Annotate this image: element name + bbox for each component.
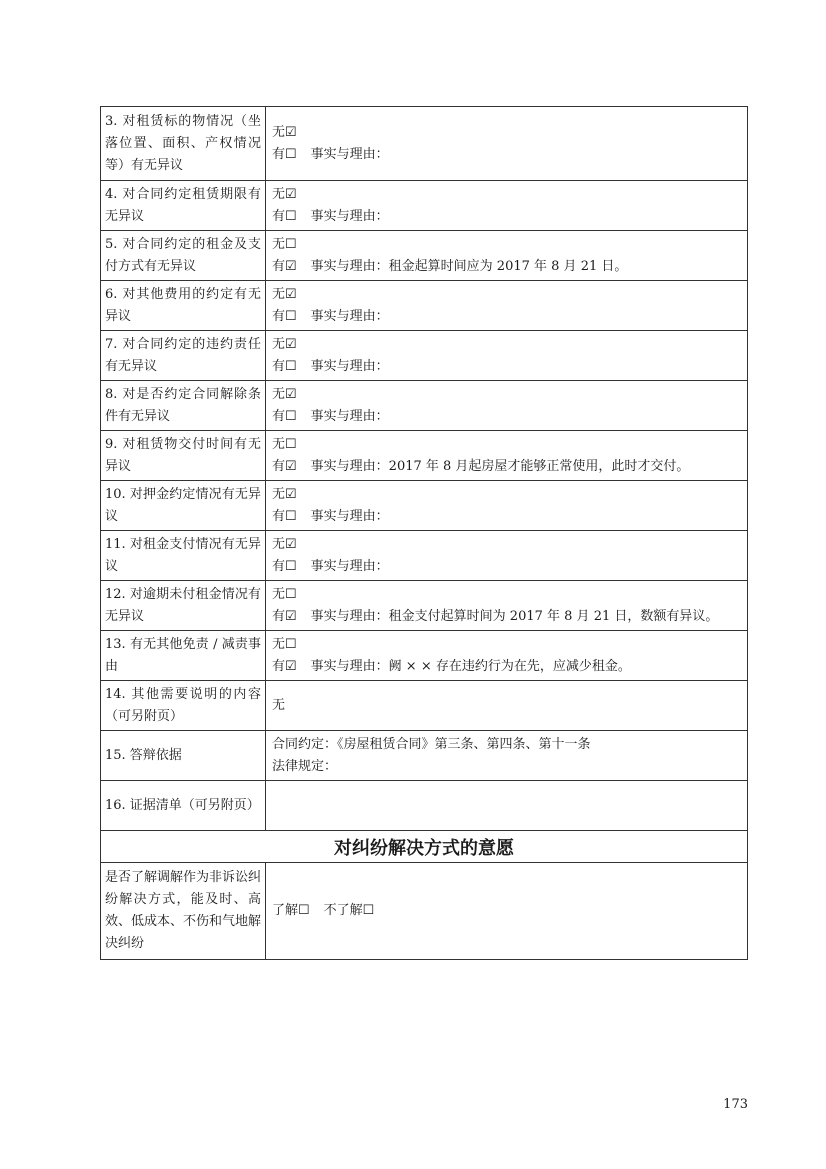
has-objection-option[interactable]: 有☐	[272, 146, 297, 162]
defense-basis-value	[266, 731, 748, 781]
has-objection-option[interactable]: 有☐	[272, 358, 297, 374]
question-label: 4. 对合同约定租赁期限有无异议	[101, 181, 266, 231]
question-label: 5. 对合同约定的租金及支付方式有无异议	[101, 231, 266, 281]
no-objection-option[interactable]: 无☑	[272, 286, 297, 302]
answer-cell	[266, 531, 748, 581]
answer-cell	[266, 481, 748, 531]
no-objection-option[interactable]: 无☑	[272, 124, 297, 140]
objection-line	[272, 556, 741, 578]
page-number: 173	[723, 1097, 748, 1112]
question-label: 6. 对其他费用的约定有无异议	[101, 281, 266, 331]
question-label: 11. 对租金支付情况有无异议	[101, 531, 266, 581]
no-objection-option[interactable]: 无☐	[272, 436, 297, 452]
reason-label: 事实与理由：	[310, 458, 389, 474]
table-row	[101, 731, 748, 781]
reason-text: 2017 年 8 月起房屋才能够正常使用，此时才交付。	[388, 458, 690, 474]
has-objection-option[interactable]: 有☐	[272, 308, 297, 324]
section-row	[101, 831, 748, 863]
answer-cell	[266, 281, 748, 331]
other-notes-value: 无	[266, 681, 748, 731]
reason-label: 事实与理由：	[310, 408, 389, 424]
response-form-table	[100, 106, 748, 960]
answer-cell	[266, 181, 748, 231]
mediation-answer	[266, 863, 748, 960]
has-objection-option[interactable]: 有☑	[272, 258, 297, 274]
reason-label: 事实与理由：	[310, 508, 389, 524]
answer-cell	[266, 381, 748, 431]
question-label: 12. 对逾期未付租金情况有无异议	[101, 581, 266, 631]
table-row	[101, 481, 748, 531]
section-title: 对纠纷解决方式的意愿	[101, 831, 748, 863]
table-row	[101, 381, 748, 431]
objection-line	[272, 256, 741, 278]
table-row	[101, 181, 748, 231]
has-objection-option[interactable]: 有☐	[272, 408, 297, 424]
evidence-list-value	[266, 781, 748, 831]
reason-text: 租金起算时间应为 2017 年 8 月 21 日。	[388, 258, 628, 274]
has-objection-option[interactable]: 有☐	[272, 558, 297, 574]
table-row	[101, 681, 748, 731]
reason-text: 租金支付起算时间为 2017 年 8 月 21 日，数额有异议。	[388, 608, 719, 624]
table-row	[101, 581, 748, 631]
objection-line	[272, 506, 741, 528]
objection-line	[272, 206, 741, 228]
objection-line	[272, 456, 741, 478]
reason-label: 事实与理由：	[310, 308, 389, 324]
reason-label: 事实与理由：	[310, 658, 389, 674]
misc-rows	[101, 681, 748, 960]
table-row	[101, 231, 748, 281]
question-label: 10. 对押金约定情况有无异议	[101, 481, 266, 531]
table-row	[101, 281, 748, 331]
answer-cell	[266, 581, 748, 631]
question-label: 13. 有无其他免责 / 减责事由	[101, 631, 266, 681]
answer-cell	[266, 331, 748, 381]
evidence-list-label: 16. 证据清单（可另附页）	[101, 781, 266, 831]
not-understand-checkbox[interactable]: 不了解☐	[323, 903, 375, 918]
has-objection-option[interactable]: 有☐	[272, 208, 297, 224]
objection-line	[272, 406, 741, 428]
no-objection-option[interactable]: 无☑	[272, 336, 297, 352]
answer-cell	[266, 631, 748, 681]
reason-label: 事实与理由：	[310, 146, 389, 162]
table-row	[101, 531, 748, 581]
has-objection-option[interactable]: 有☑	[272, 658, 297, 674]
no-objection-option[interactable]: 无☑	[272, 386, 297, 402]
answer-cell	[266, 107, 748, 181]
answer-cell	[266, 431, 748, 481]
table-row	[101, 331, 748, 381]
reason-label: 事实与理由：	[310, 258, 389, 274]
reason-text: 阙 × × 存在违约行为在先，应减少租金。	[388, 658, 631, 674]
no-objection-option[interactable]: 无☐	[272, 636, 297, 652]
mediation-question: 是否了解调解作为非诉讼纠纷解决方式，能及时、高效、低成本、不伤和气地解决纠纷	[101, 863, 266, 960]
table-row	[101, 431, 748, 481]
question-label: 9. 对租赁物交付时间有无异议	[101, 431, 266, 481]
no-objection-option[interactable]: 无☑	[272, 536, 297, 552]
has-objection-option[interactable]: 有☐	[272, 508, 297, 524]
table-row	[101, 781, 748, 831]
objection-line	[272, 656, 741, 678]
objection-line	[272, 306, 741, 328]
reason-label: 事实与理由：	[310, 208, 389, 224]
objection-rows	[101, 107, 748, 681]
has-objection-option[interactable]: 有☑	[272, 458, 297, 474]
reason-label: 事实与理由：	[310, 558, 389, 574]
no-objection-option[interactable]: 无☐	[272, 586, 297, 602]
other-notes-label: 14. 其他需要说明的内容（可另附页）	[101, 681, 266, 731]
objection-line	[272, 356, 741, 378]
no-objection-option[interactable]: 无☑	[272, 486, 297, 502]
no-objection-option[interactable]: 无☐	[272, 236, 297, 252]
no-objection-option[interactable]: 无☑	[272, 186, 297, 202]
defense-basis-label: 15. 答辩依据	[101, 731, 266, 781]
reason-label: 事实与理由：	[310, 608, 389, 624]
question-label: 8. 对是否约定合同解除条件有无异议	[101, 381, 266, 431]
answer-cell	[266, 231, 748, 281]
contract-basis-text: 合同约定：《房屋租赁合同》第三条、第四条、第十一条	[272, 736, 591, 752]
has-objection-option[interactable]: 有☑	[272, 608, 297, 624]
objection-line	[272, 144, 741, 166]
table-row	[101, 631, 748, 681]
table-row	[101, 863, 748, 960]
law-basis-text: 法律规定：	[272, 758, 338, 774]
question-label: 3. 对租赁标的物情况（坐落位置、面积、产权情况等）有无异议	[101, 107, 266, 181]
objection-line	[272, 606, 741, 628]
table-row	[101, 107, 748, 181]
reason-label: 事实与理由：	[310, 358, 389, 374]
question-label: 7. 对合同约定的违约责任有无异议	[101, 331, 266, 381]
understand-checkbox[interactable]: 了解☐	[272, 903, 310, 918]
